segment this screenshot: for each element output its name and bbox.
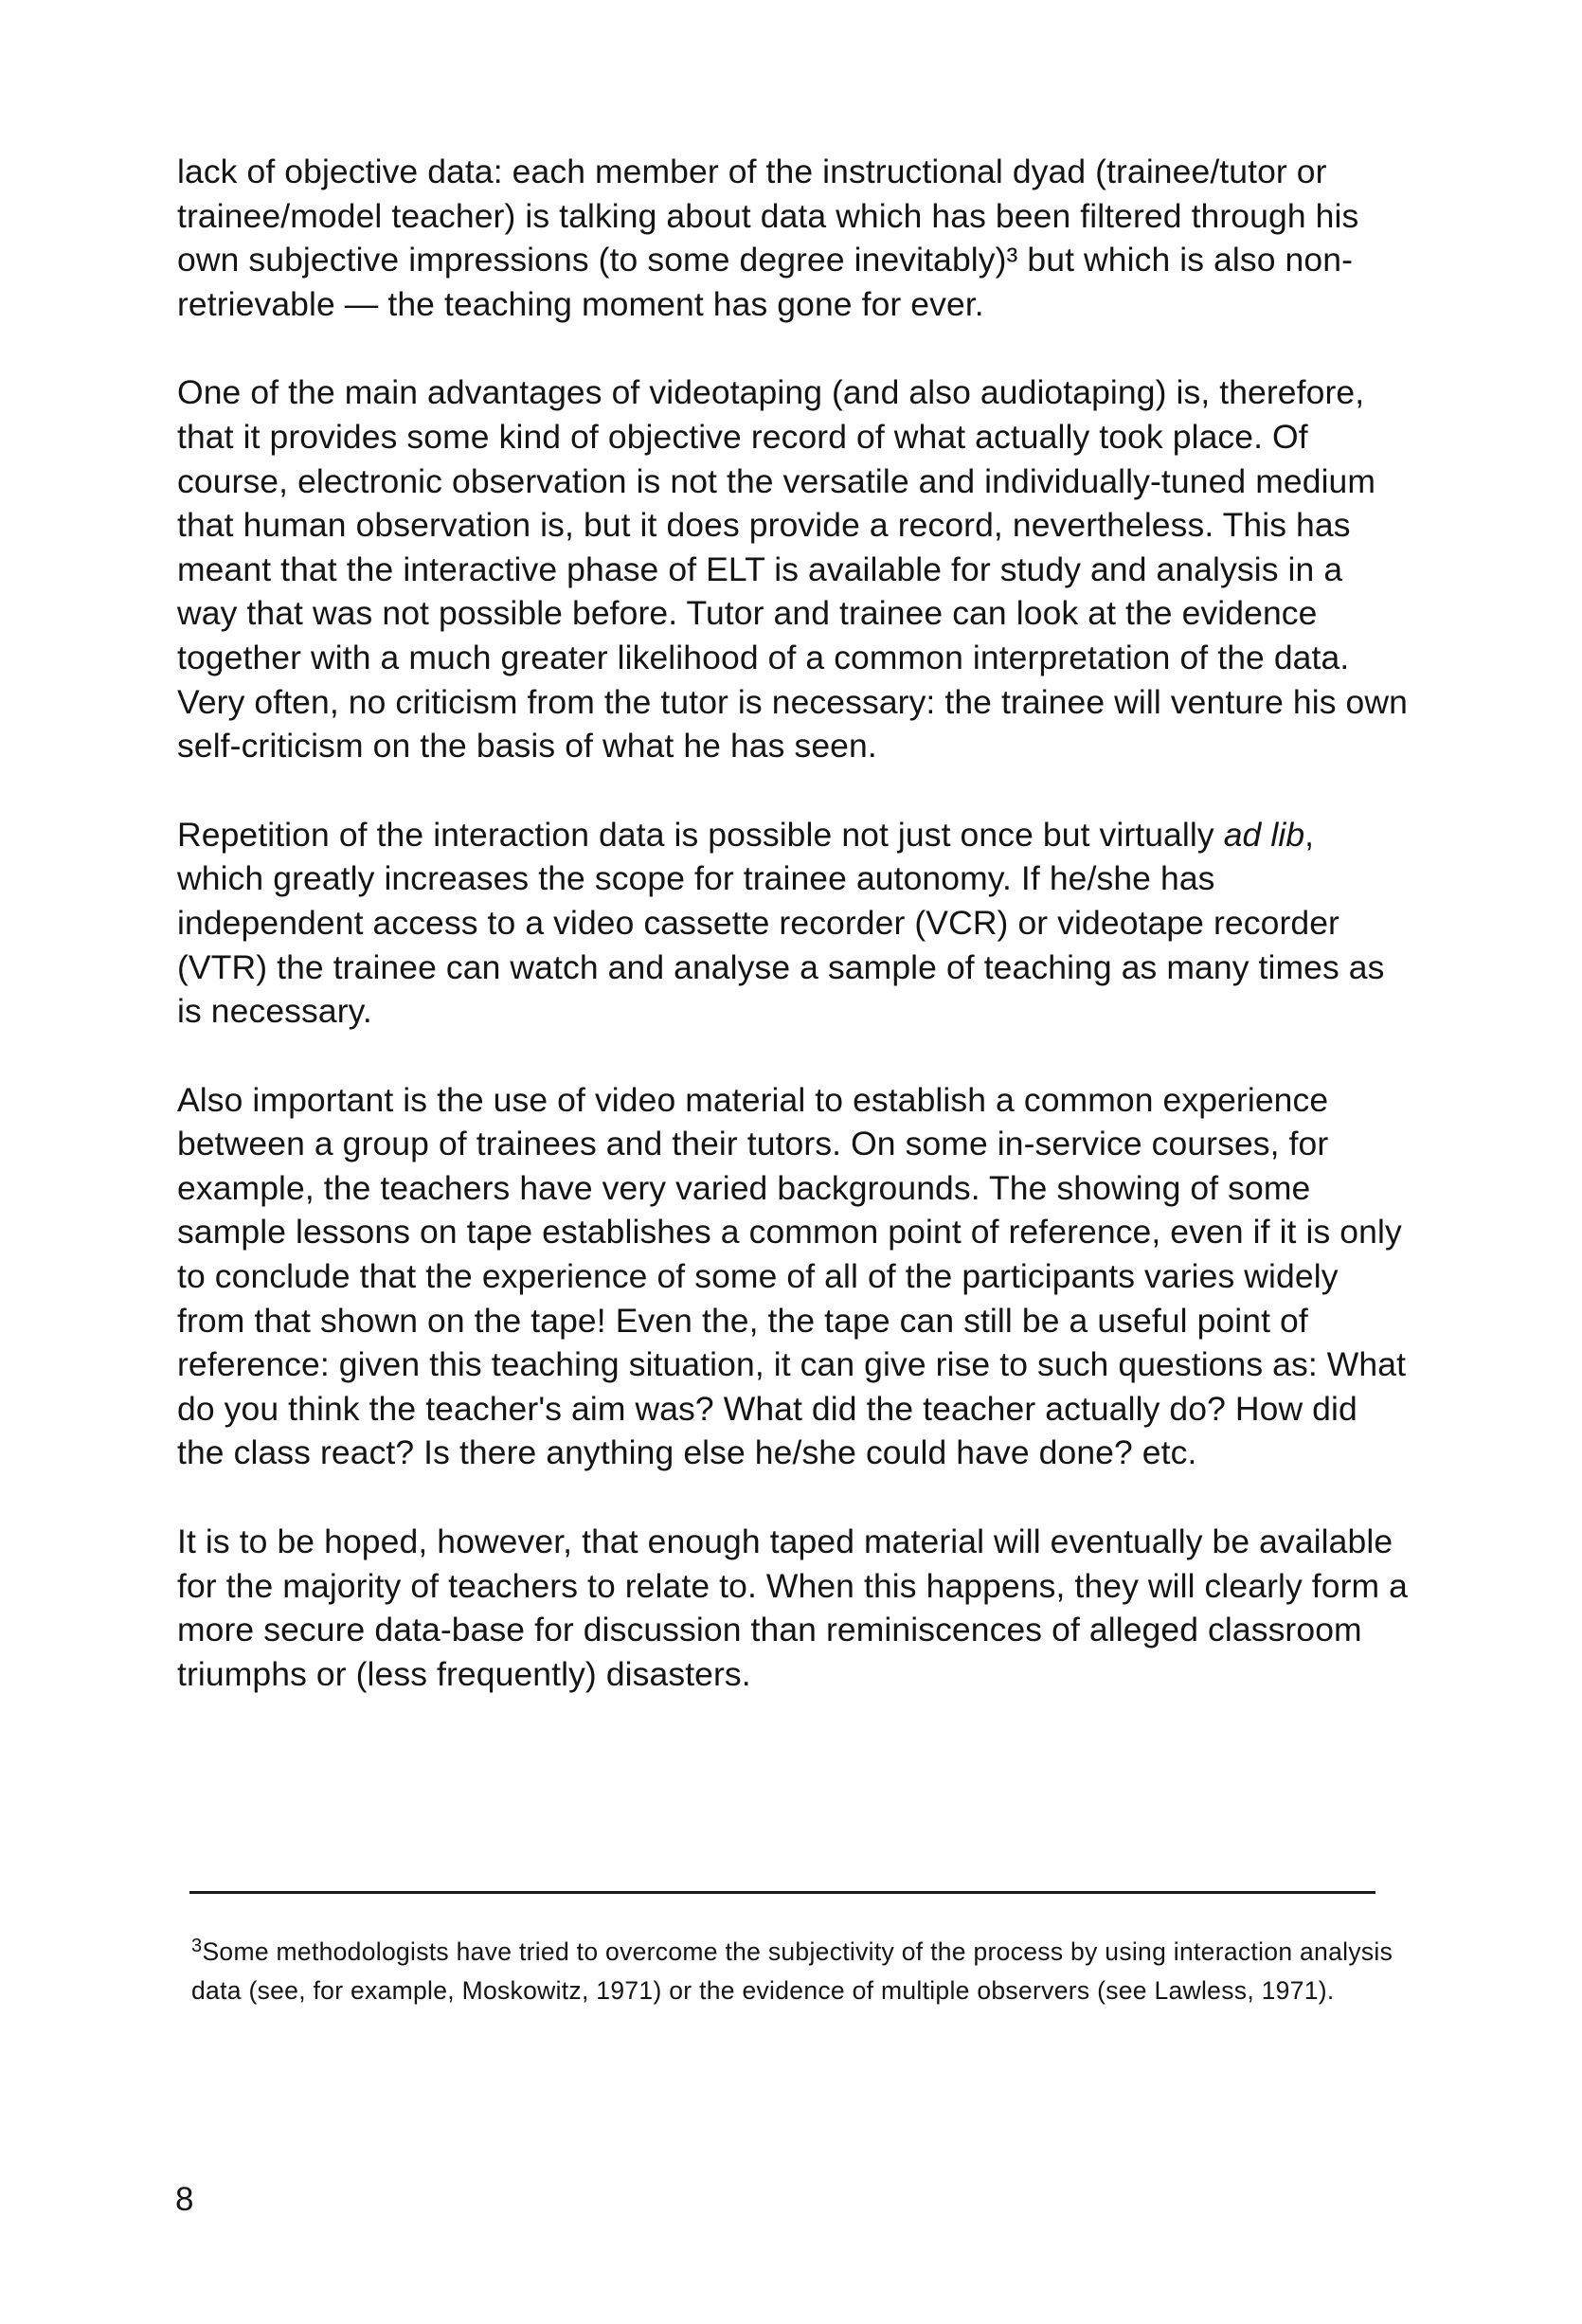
paragraph-3-text-start: Repetition of the interaction data is possible not just once but virtually bbox=[177, 815, 1224, 854]
footnote bbox=[191, 1933, 1404, 2010]
paragraph-5 bbox=[177, 1520, 1409, 1696]
paragraph-1 bbox=[177, 150, 1409, 326]
paragraph-5-text: It is to be hoped, however, that enough taped material will eventually be available for the majority of teachers to relate to. When this happens, they will clearly form a more secure data-base for discussion than reminiscences of alleged classroom triumphs or (less frequently) disasters. bbox=[177, 1522, 1409, 1693]
paragraph-3 bbox=[177, 813, 1409, 1034]
body-text bbox=[177, 150, 1409, 1696]
paragraph-4 bbox=[177, 1078, 1409, 1475]
paragraph-3-text-end: , which greatly increases the scope for trainee autonomy. If he/she has independent access to a video cassette recorder (VCR) or videotape recorder (VTR) the trainee can watch and analyse a sample of teaching as many times as is necessary. bbox=[177, 815, 1385, 1031]
footnote-divider bbox=[189, 1891, 1375, 1894]
paragraph-2 bbox=[177, 370, 1409, 767]
paragraph-1-text: lack of objective data: each member of the instructional dyad (trainee/tutor or trainee/model teacher) is talking about data which has been filtered through his own subjective impressions (to some degree inevitably)³ but which is also non-retrievable — the teaching moment has gone for ever. bbox=[177, 153, 1359, 323]
paragraph-2-text: One of the main advantages of videotaping (and also audiotaping) is, therefore, that it provides some kind of objective record of what actually took place. Of course, electronic observation is not the versatile and individually-tuned medium that human observation is, but it does provide a record, nevertheless. This has meant that the interactive phase of ELT is available for study and analysis in a way that was not possible before. Tutor and trainee can look at the evidence together with a much greater likelihood of a common interpretation of the data. Very often, no criticism from the tutor is necessary: the trainee will venture his own self-criticism on the basis of what he has seen. bbox=[177, 373, 1408, 766]
paragraph-3-emphasis: ad lib bbox=[1223, 815, 1305, 854]
page-number: 8 bbox=[175, 2181, 194, 2218]
footnote-text: Some methodologists have tried to overcome the subjectivity of the process by using interaction analysis data (see, for example, Moskowitz, 1971) or the evidence of multiple observers (see Lawless, 1971). bbox=[191, 1937, 1393, 2005]
paragraph-4-text: Also important is the use of video material to establish a common experience between a group of trainees and their tutors. On some in-service courses, for example, the teachers have very varied backgrounds. The showing of some sample lessons on tape establishes a common point of reference, even if it is only to conclude that the experience of some of all of the participants varies widely from that shown on the tape! Even the, the tape can still be a useful point of reference: given this teaching situation, it can give rise to such questions as: What do you think the teacher's aim was? What did the teacher actually do? How did the class react? Is there anything else he/she could have done? etc. bbox=[177, 1080, 1407, 1472]
footnote-marker: 3 bbox=[191, 1936, 203, 1956]
